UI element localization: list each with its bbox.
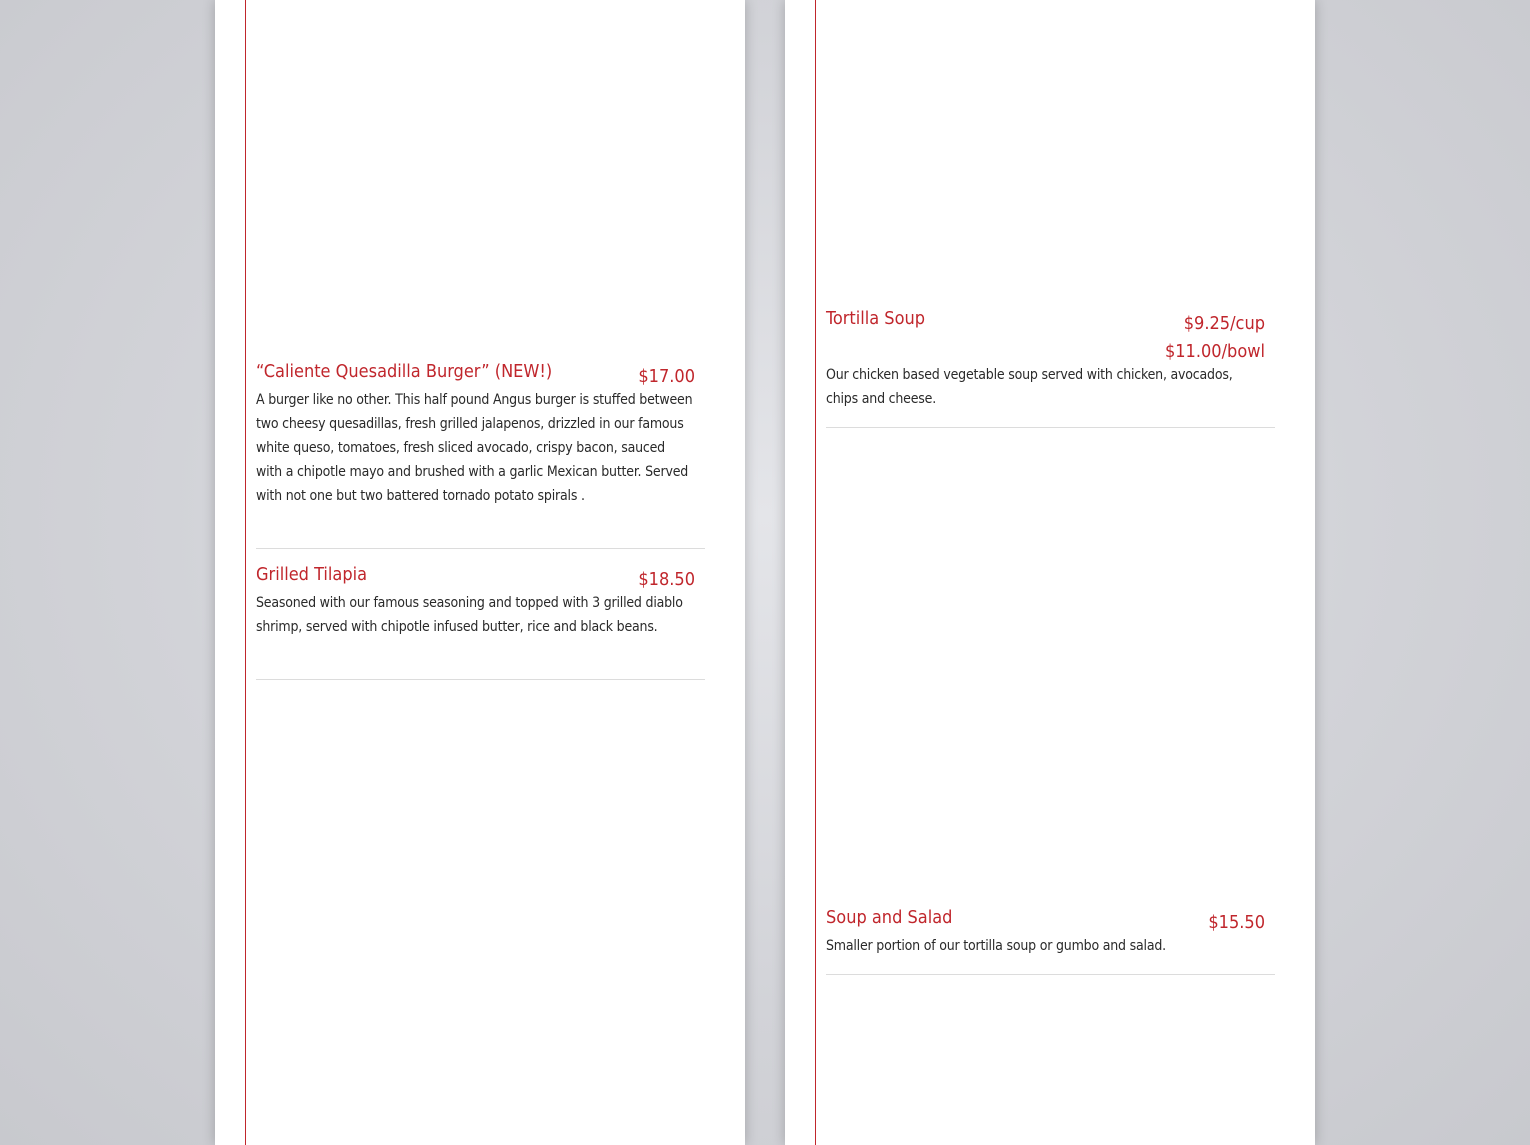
menu-item-title: Soup and Salad xyxy=(826,907,953,928)
menu-item-description: Our chicken based vegetable soup served with chicken, avocados, chips and cheese. xyxy=(826,367,1233,407)
menu-item-price-cup: $9.25/cup xyxy=(1183,313,1265,334)
menu-item-description: A burger like no other. This half pound Angus burger is stuffed between two cheesy quesadillas, fresh grilled jalapenos, drizzled in our famous white queso, tomatoes, fresh sliced avocado, crispy bacon, sauced with a chipotle mayo and brushed with a garlic Mexican butter. Served with not one but two battered tornado potato spirals . xyxy=(256,392,693,504)
panel-border-line xyxy=(815,0,816,1145)
menu-item-title: Grilled Tilapia xyxy=(256,564,368,585)
menu-item-grilled-tilapia xyxy=(256,563,705,680)
menu-item-description: Seasoned with our famous seasoning and topped with 3 grilled diablo shrimp, served with chipotle infused butter, rice and black beans. xyxy=(256,595,683,635)
menu-item-title: “Caliente Quesadilla Burger” (NEW!) xyxy=(256,361,553,382)
menu-item-description: Smaller portion of our tortilla soup or gumbo and salad. xyxy=(826,938,1166,954)
menu-item-price xyxy=(1165,310,1265,366)
menu-panel-left xyxy=(215,0,745,1145)
menu-item-caliente-quesadilla-burger xyxy=(256,360,705,549)
menu-item-price: $15.50 xyxy=(1208,912,1265,933)
menu-item-title: Tortilla Soup xyxy=(826,308,926,329)
menu-panel-right xyxy=(785,0,1315,1145)
menu-item-soup-and-salad xyxy=(826,906,1275,975)
menu-item-tortilla-soup xyxy=(826,307,1275,428)
menu-item-price: $18.50 xyxy=(638,569,695,590)
panel-border-line xyxy=(245,0,246,1145)
menu-item-price-bowl: $11.00/bowl xyxy=(1164,341,1265,362)
menu-item-price: $17.00 xyxy=(638,366,695,387)
